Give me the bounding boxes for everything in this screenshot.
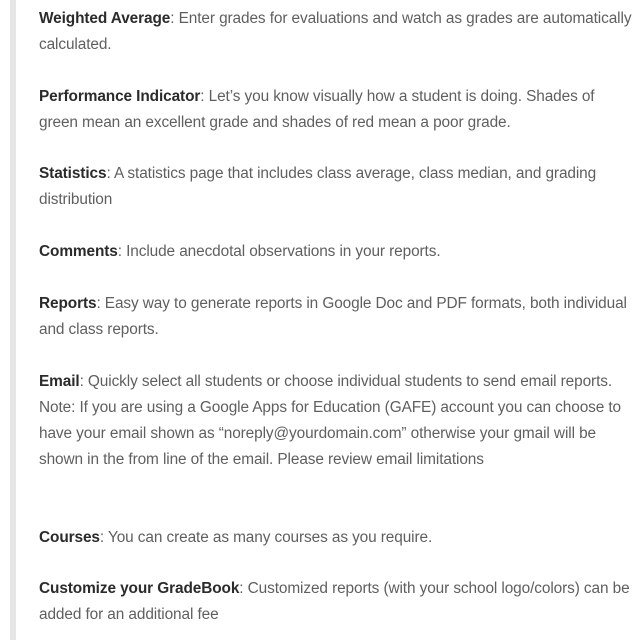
left-border-rule [10, 0, 16, 640]
feature-customize-gradebook [39, 576, 635, 628]
feature-term: Courses [39, 529, 100, 546]
feature-comments [39, 239, 635, 265]
feature-term: Weighted Average [39, 10, 171, 27]
feature-list [39, 6, 635, 628]
feature-performance-indicator [39, 84, 635, 136]
feature-term: Reports [39, 295, 97, 312]
feature-term: Performance Indicator [39, 88, 201, 105]
feature-description: : A statistics page that includes class average, class median, and grading distribution [39, 165, 597, 208]
feature-statistics [39, 161, 635, 213]
feature-term: Email [39, 373, 80, 390]
feature-courses [39, 525, 635, 551]
feature-term: Statistics [39, 165, 107, 182]
feature-weighted-average [39, 6, 635, 58]
feature-term: Customize your GradeBook [39, 580, 240, 597]
feature-description: : Quickly select all students or choose individual students to send email reports. Note: If you are using a Google Apps for Education (GAFE) account you can choose to have your email shown as “noreply@yourdomain.com” otherwise your gmail will be shown in the from line of the email. Please review email limitations [39, 373, 622, 468]
feature-description: : Enter grades for evaluations and watch as grades are automatically calculated. [39, 10, 632, 53]
feature-email [39, 369, 635, 473]
feature-term: Comments [39, 243, 118, 260]
feature-reports [39, 291, 635, 343]
feature-description: : Include anecdotal observations in your reports. [117, 243, 441, 260]
feature-description: : Let’s you know visually how a student is doing. Shades of green mean an excellent grade and shades of red mean a poor grade. [39, 88, 595, 131]
feature-description: : Easy way to generate reports in Google Doc and PDF formats, both individual and class reports. [39, 295, 627, 338]
feature-description: : You can create as many courses as you require. [99, 529, 433, 546]
feature-description: : Customized reports (with your school logo/colors) can be added for an additional fee [39, 580, 630, 623]
